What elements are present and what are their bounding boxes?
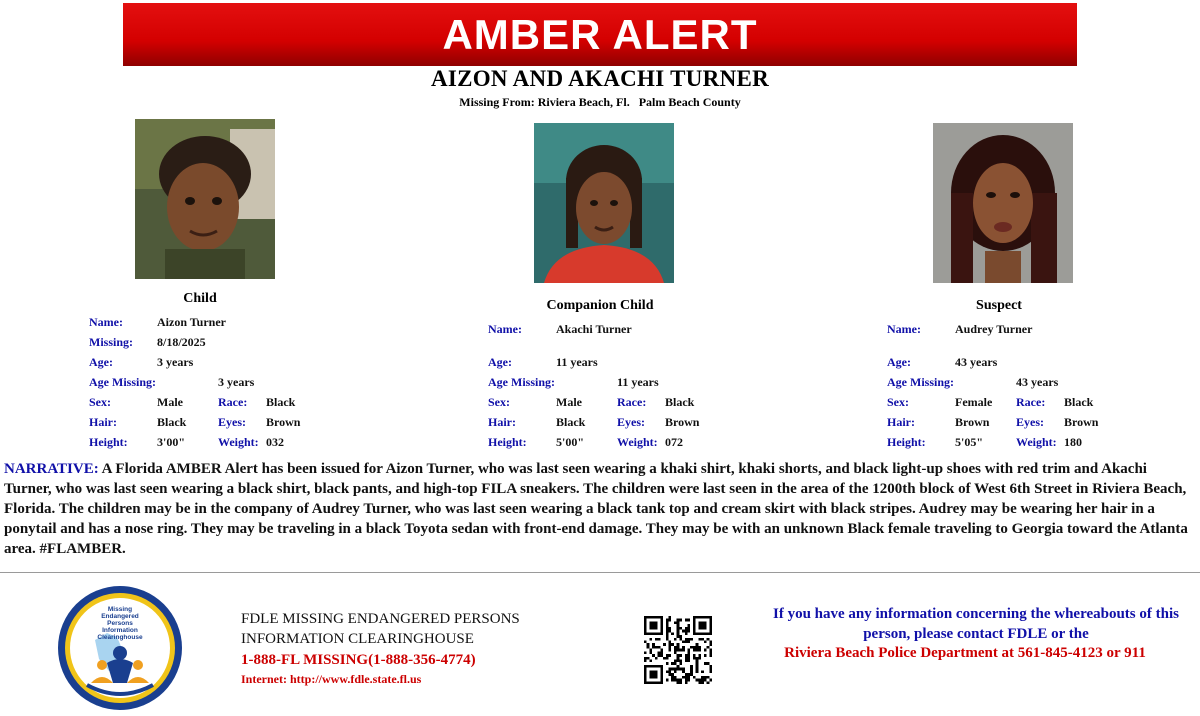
companion-weight-value: 072 (665, 435, 683, 449)
suspect-heading: Suspect (976, 298, 1022, 313)
companion-height-value: 5'00" (556, 435, 584, 449)
child-age-value: 3 years (157, 355, 194, 369)
child-hair-label: Hair: (89, 415, 117, 429)
missing-from-location: Missing From: Riviera Beach, Fl. Palm Beach County (459, 95, 741, 109)
suspect-eyes-label: Eyes: (1016, 415, 1044, 429)
child-age-missing-value: 3 years (218, 375, 255, 389)
suspect-name-label: Name: (887, 322, 921, 336)
suspect-sex-value: Female (955, 395, 993, 409)
suspect-hair-value: Brown (955, 415, 990, 429)
child-name-label: Name: (89, 315, 123, 329)
child-sex-value: Male (157, 395, 183, 409)
companion-sex-label: Sex: (488, 395, 510, 409)
narrative (4, 459, 1196, 559)
amber-alert-banner (123, 3, 1077, 66)
companion-age-missing-value: 11 years (617, 375, 659, 389)
child-age-missing-label: Age Missing: (89, 375, 156, 389)
child-eyes-value: Brown (266, 415, 301, 429)
narrative-text: A Florida AMBER Alert has been issued for Aizon Turner, who was last seen wearing a khaki shirt, khaki shorts, and black light-up shoes with red trim and Akachi Turner, who was last seen wearing a black shirt, black pants, and high-top FILA sneakers. The children were last seen in the area of the 1200th block of West 6th Street in Riviera Beach, Florida. The children may be in the company of Audrey Turner, who was last seen wearing a black tank top and cream skirt with black stripes. Audrey may be wearing her hair in a ponytail and has a nose ring. They may be traveling in a black Toyota sedan with front-end damage. They may be with an unknown Black female traveling to Georgia toward the Atlanta area. #FLAMBER. (4, 461, 1188, 557)
suspect-race-label: Race: (1016, 395, 1046, 409)
footer-divider (0, 572, 1200, 573)
logo-text-2: Endangered (101, 613, 139, 620)
child-name-value: Aizon Turner (157, 315, 227, 329)
child-missing-value: 8/18/2025 (157, 335, 206, 349)
suspect-hair-label: Hair: (887, 415, 915, 429)
fdle-website-link[interactable]: Internet: http://www.fdle.state.fl.us (241, 672, 422, 686)
missing-names-title: AIZON AND AKACHI TURNER (430, 66, 770, 91)
companion-sex-value: Male (556, 395, 582, 409)
suspect-height-value: 5'05" (955, 435, 983, 449)
suspect-height-label: Height: (887, 435, 926, 449)
child-race-value: Black (266, 395, 296, 409)
child-weight-label: Weight: (218, 435, 259, 449)
clearinghouse-logo (57, 585, 183, 711)
child-missing-label: Missing: (89, 335, 134, 349)
contact-instructions: If you have any information concerning the whereabouts of this person, please contact FDLE or the (773, 606, 1179, 642)
suspect-age-missing-label: Age Missing: (887, 375, 954, 389)
child-photo (135, 119, 275, 279)
child-heading: Child (183, 291, 217, 306)
companion-eyes-value: Brown (665, 415, 700, 429)
suspect-weight-label: Weight: (1016, 435, 1057, 449)
companion-age-missing-label: Age Missing: (488, 375, 555, 389)
suspect-name-value: Audrey Turner (955, 322, 1033, 336)
child-age-label: Age: (89, 355, 113, 369)
child-hair-value: Black (157, 415, 187, 429)
child-height-label: Height: (89, 435, 128, 449)
companion-hair-value: Black (556, 415, 586, 429)
suspect-weight-value: 180 (1064, 435, 1082, 449)
companion-child-heading: Companion Child (546, 298, 654, 313)
child-race-label: Race: (218, 395, 248, 409)
logo-text-3: Persons (107, 620, 133, 627)
child-sex-label: Sex: (89, 395, 111, 409)
logo-text-4: Information (102, 627, 138, 634)
companion-weight-label: Weight: (617, 435, 658, 449)
qr-code[interactable] (644, 616, 712, 684)
logo-text-5: Clearinghouse (97, 634, 143, 641)
suspect-race-value: Black (1064, 395, 1094, 409)
child-height-value: 3'00" (157, 435, 185, 449)
fdle-org-line2: INFORMATION CLEARINGHOUSE (241, 631, 474, 647)
suspect-age-missing-value: 43 years (1016, 375, 1059, 389)
child-weight-value: 032 (266, 435, 284, 449)
suspect-eyes-value: Brown (1064, 415, 1099, 429)
companion-age-label: Age: (488, 355, 512, 369)
companion-race-label: Race: (617, 395, 647, 409)
companion-height-label: Height: (488, 435, 527, 449)
police-contact: Riviera Beach Police Department at 561-845-4123 or 911 (784, 645, 1146, 661)
companion-eyes-label: Eyes: (617, 415, 645, 429)
companion-name-value: Akachi Turner (556, 322, 632, 336)
suspect-photo (933, 123, 1073, 283)
companion-hair-label: Hair: (488, 415, 516, 429)
companion-race-value: Black (665, 395, 695, 409)
companion-child-photo (534, 123, 674, 283)
companion-name-label: Name: (488, 322, 522, 336)
suspect-sex-label: Sex: (887, 395, 909, 409)
suspect-age-value: 43 years (955, 355, 998, 369)
fdle-phone[interactable]: 1-888-FL MISSING(1-888-356-4774) (241, 652, 476, 668)
suspect-age-label: Age: (887, 355, 911, 369)
companion-age-value: 11 years (556, 355, 598, 369)
logo-text-1: Missing (107, 606, 133, 613)
child-eyes-label: Eyes: (218, 415, 246, 429)
banner-title: AMBER ALERT (442, 10, 758, 58)
fdle-org-line1: FDLE MISSING ENDANGERED PERSONS (241, 611, 520, 627)
narrative-label: NARRATIVE: (4, 461, 99, 477)
